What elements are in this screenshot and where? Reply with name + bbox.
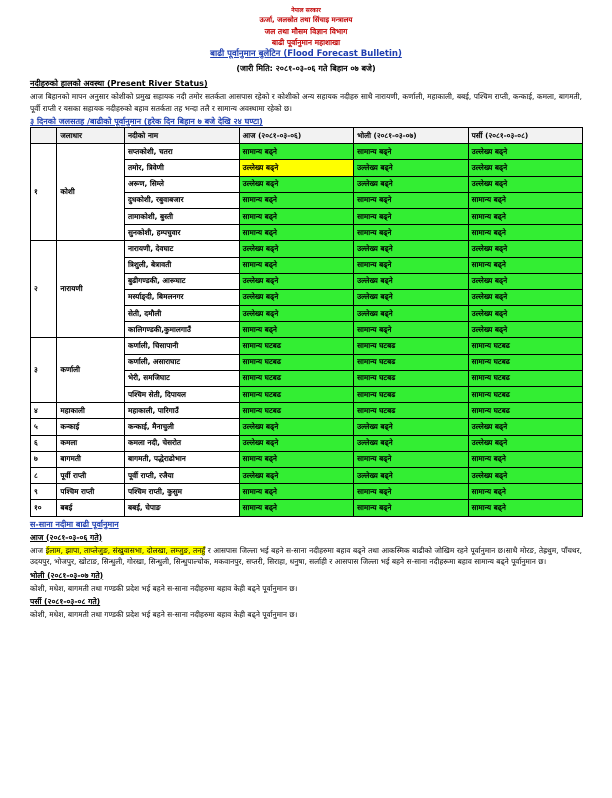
forecast-header-row [31,128,583,144]
basin-name: कमला [57,435,125,451]
river-station: सप्तकोशी, चतरा [124,144,239,160]
issue-date: (जारी मिति: २०८१-०३-०६ गते बिहान ०७ बजे) [236,64,376,73]
river-station: भेरी, समजिघाट [124,370,239,386]
header-river: नदीको नाम [124,128,239,144]
forecast-today-cell: सामान्य बढ्ने [239,225,353,241]
table-row [31,241,583,257]
dayafter-text: कोशी, मधेश, बागमती तथा गण्डकी प्रदेश भई बहने स-साना नदीहरुमा बहाव केही बढ्ने पूर्वानुमान छ। [30,610,298,619]
river-station: त्रिशुली, बेत्रावती [124,257,239,273]
river-station: नारायणी, देवघाट [124,241,239,257]
bulletin-title: बाढी पूर्वानुमान बुलेटिन (Flood Forecast Bulletin) [210,49,402,59]
river-station: अरूण, सिम्ले [124,176,239,192]
river-station: बागमती, पद्धेराढोभान [124,451,239,467]
basin-name: कन्काई [57,419,125,435]
river-station: सुनकोशी, हम्पचुवार [124,225,239,241]
basin-name: महाकाली [57,403,125,419]
table-row [31,144,583,160]
forecast-tomorrow-cell: उल्लेख्य बढ्ने [354,160,469,176]
forecast-today-cell: उल्लेख्य बढ्ने [239,289,353,305]
forecast-dayafter-cell: उल्लेख्य बढ्ने [468,322,582,338]
forecast-dayafter-cell: उल्लेख्य बढ्ने [468,241,582,257]
forecast-today-cell: उल्लेख्य बढ्ने [239,241,353,257]
river-station: तमोर, त्रिवेणी [124,160,239,176]
forecast-tomorrow-cell: सामान्य घटबढ [354,354,469,370]
forecast-dayafter-cell: उल्लेख्य बढ्ने [468,419,582,435]
forecast-today-cell: सामान्य बढ्ने [239,500,353,516]
today-prefix: आज [30,545,44,555]
river-station: कर्णाली, असाराघाट [124,354,239,370]
basin-number: ७ [31,451,57,467]
basin-number: १ [31,144,57,241]
forecast-tomorrow-cell: सामान्य बढ्ने [354,451,469,467]
forecast-today-cell: सामान्य घटबढ [239,338,353,354]
forecast-tomorrow-cell: उल्लेख्य बढ्ने [354,419,469,435]
government-label: नेपाल सरकार [291,7,321,14]
basin-name: कर्णाली [57,338,125,403]
forecast-today-cell: सामान्य बढ्ने [239,451,353,467]
forecast-today-cell: सामान्य घटबढ [239,387,353,403]
table-row [31,338,583,354]
basin-number: २ [31,241,57,338]
forecast-today-cell: सामान्य बढ्ने [239,208,353,224]
department-label: जल तथा मौसम विज्ञान विभाग [264,27,348,36]
forecast-tomorrow-cell: सामान्य बढ्ने [354,192,469,208]
forecast-table [30,127,583,517]
river-station: दुधकोशी, रबुवाबजार [124,192,239,208]
dayafter-label: पर्सी (२०८१-०३-०८ गते) [30,597,101,606]
forecast-tomorrow-cell: सामान्य घटबढ [354,387,469,403]
forecast-today-cell: उल्लेख्य बढ्ने [239,273,353,289]
forecast-tomorrow-cell: उल्लेख्य बढ्ने [354,435,469,451]
forecast-dayafter-cell: सामान्य घटबढ [468,387,582,403]
table-row [31,435,583,451]
forecast-tomorrow-cell: सामान्य घटबढ [354,370,469,386]
basin-number: ५ [31,419,57,435]
forecast-today-cell: उल्लेख्य बढ्ने [239,176,353,192]
forecast-tomorrow-cell: सामान्य बढ्ने [354,225,469,241]
forecast-dayafter-cell: सामान्य बढ्ने [468,192,582,208]
forecast-today-cell: सामान्य बढ्ने [239,192,353,208]
river-station: बबई, चेपाङ [124,500,239,516]
bulletin-header [0,6,612,76]
forecast-tomorrow-cell: सामान्य बढ्ने [354,257,469,273]
present-status-text: आज बिहानको मापन अनुसार कोशीको प्रमुख सहायक नदी तमोर सतर्कता आसपास रहेको र कोशीको अन्य सहायक नदीहरु साथै नारायणी, कर्णाली, महाकाली, बबई, पश्चिम राप्ती, कन्काई, कमला, बागमती, पूर्वी राप्ती र यसका सहायक नदीहरुको बहाव सतर्कता तह भन्दा तलै र सामान्य अवस्थामा रहेको छ। [30,92,582,113]
forecast-dayafter-cell: सामान्य बढ्ने [468,257,582,273]
forecast-dayafter-cell: सामान्य घटबढ [468,338,582,354]
river-station: तामाकोशी, बुस्ती [124,208,239,224]
forecast-body [31,144,583,516]
forecast-today-cell: उल्लेख्य बढ्ने [239,467,353,483]
today-text [30,545,582,568]
river-station: महाकाली, पारिगाउँ [124,403,239,419]
forecast-tomorrow-cell: सामान्य बढ्ने [354,500,469,516]
forecast-dayafter-cell: उल्लेख्य बढ्ने [468,160,582,176]
table-row [31,419,583,435]
forecast-today-cell: सामान्य बढ्ने [239,484,353,500]
forecast-dayafter-cell: सामान्य बढ्ने [468,208,582,224]
forecast-today-cell: सामान्य घटबढ [239,403,353,419]
forecast-dayafter-cell: उल्लेख्य बढ्ने [468,273,582,289]
today-body: र आसपास जिल्ला भई बहने स-साना नदीहरुमा बहाव बढ्ने तथा आकस्मिक बाढीको जोखिम रहने पूर्वानुमान छ।साथै मोरङ, तेह्रथुम, पाँचथर, उदयपुर, भोजपुर, खोटाङ, सिन्धुली, गोरखा, सिन्धुली, सिन्धुपाल्चोक, मकवानपुर, सप्तरी, सिराहा, धनुषा, सर्लाही र आसपास जिल्ला भई बहने स-साना नदीहरूमा बहाव सामान्य बढ्ने पूर्वानुमान छ। [30,545,582,566]
ministry-label: ऊर्जा, जलस्रोत तथा सिंचाइ मन्त्रालय [259,16,353,24]
forecast-tomorrow-cell: उल्लेख्य बढ्ने [354,306,469,322]
header-dayafter: पर्सी (२०८१-०३-०८) [468,128,582,144]
forecast-tomorrow-cell: उल्लेख्य बढ्ने [354,176,469,192]
basin-name: बागमती [57,451,125,467]
river-station: सेती, दमौली [124,306,239,322]
basin-number: ३ [31,338,57,403]
forecast-dayafter-cell: सामान्य घटबढ [468,354,582,370]
today-label: आज (२०८१-०३-०६ गते) [30,532,103,542]
division-label: बाढी पूर्वानुमान महाशाखा [271,38,341,47]
forecast-tomorrow-cell: उल्लेख्य बढ्ने [354,241,469,257]
basin-number: १० [31,500,57,516]
basin-number: ६ [31,435,57,451]
river-station: पश्चिम राप्ती, कुसुम [124,484,239,500]
forecast-tomorrow-cell: सामान्य घटबढ [354,403,469,419]
forecast-dayafter-cell: सामान्य घटबढ [468,403,582,419]
forecast-tomorrow-cell: सामान्य घटबढ [354,338,469,354]
basin-number: ८ [31,467,57,483]
river-station: बुढीगण्डकी, आरूघाट [124,273,239,289]
forecast-dayafter-cell: सामान्य बढ्ने [468,225,582,241]
basin-name: पूर्वी राप्ती [57,467,125,483]
forecast-tomorrow-cell: उल्लेख्य बढ्ने [354,289,469,305]
forecast-today-cell: सामान्य बढ्ने [239,257,353,273]
forecast-dayafter-cell: उल्लेख्य बढ्ने [468,306,582,322]
forecast-today-cell: सामान्य बढ्ने [239,322,353,338]
river-station: पूर्वी राप्ती, रजैया [124,467,239,483]
forecast-today-cell: उल्लेख्य बढ्ने [239,419,353,435]
today-highlight-districts: ईलाम, झापा, ताप्लेजुङ, संखुवासभा, दोलखा, लम्जुङ, तनहुँ [45,545,206,555]
forecast-tomorrow-cell: उल्लेख्य बढ्ने [354,467,469,483]
tomorrow-label: भोली (२०८१-०३-०७ गते) [30,570,104,580]
forecast-tomorrow-cell: सामान्य बढ्ने [354,144,469,160]
basin-name: नारायणी [57,241,125,338]
river-station: कमला नदी, चेसरोत [124,435,239,451]
tomorrow-text: कोशी, मधेश, बागमती तथा गण्डकी प्रदेश भई बहने स-साना नदीहरुमा बहाव केही बढ्ने पूर्वानुमान छ। [30,583,298,593]
forecast-today-cell: उल्लेख्य बढ्ने [239,160,353,176]
forecast-dayafter-cell: उल्लेख्य बढ्ने [468,176,582,192]
river-station: पश्चिम सेती, दिपायल [124,387,239,403]
forecast-heading: ३ दिनको जलसतह /बाढीको पूर्वानुमान (हरेक दिन बिहान ७ बजे देखि २४ घण्टा) [30,117,263,126]
table-row [31,484,583,500]
basin-name: पश्चिम राप्ती [57,484,125,500]
forecast-dayafter-cell: उल्लेख्य बढ्ने [468,435,582,451]
forecast-dayafter-cell: उल्लेख्य बढ्ने [468,289,582,305]
forecast-dayafter-cell: उल्लेख्य बढ्ने [468,144,582,160]
forecast-today-cell: उल्लेख्य बढ्ने [239,306,353,322]
header-basin: जलाधार [57,128,125,144]
forecast-today-cell: सामान्य बढ्ने [239,144,353,160]
table-row [31,500,583,516]
forecast-dayafter-cell: सामान्य बढ्ने [468,451,582,467]
basin-name: बबई [57,500,125,516]
forecast-dayafter-cell: सामान्य घटबढ [468,370,582,386]
forecast-today-cell: उल्लेख्य बढ्ने [239,435,353,451]
present-status-heading: नदीहरुको हालको अवस्था (Present River Status) [30,79,208,88]
forecast-tomorrow-cell: उल्लेख्य बढ्ने [354,273,469,289]
river-station: कर्णाली, चिसापानी [124,338,239,354]
header-num [31,128,57,144]
river-station: मर्स्याङ्दी, बिमलनगर [124,289,239,305]
forecast-tomorrow-cell: सामान्य बढ्ने [354,322,469,338]
river-station: कन्काई, मैनाचुली [124,419,239,435]
forecast-tomorrow-cell: सामान्य बढ्ने [354,208,469,224]
table-row [31,467,583,483]
forecast-today-cell: सामान्य घटबढ [239,370,353,386]
forecast-dayafter-cell: सामान्य बढ्ने [468,500,582,516]
river-station: कालिगण्डकी,कुमालगाउँ [124,322,239,338]
forecast-today-cell: सामान्य घटबढ [239,354,353,370]
table-row [31,451,583,467]
forecast-dayafter-cell: सामान्य बढ्ने [468,484,582,500]
basin-name: कोशी [57,144,125,241]
forecast-tomorrow-cell: सामान्य बढ्ने [354,484,469,500]
small-rivers-heading: स-साना नदीमा बाढी पूर्वानुमान [30,519,119,529]
basin-number: ४ [31,403,57,419]
table-row [31,403,583,419]
basin-number: ९ [31,484,57,500]
forecast-dayafter-cell: उल्लेख्य बढ्ने [468,467,582,483]
header-today: आज (२०८१-०३-०६) [239,128,353,144]
header-tomorrow: भोली (२०८१-०३-०७) [354,128,469,144]
